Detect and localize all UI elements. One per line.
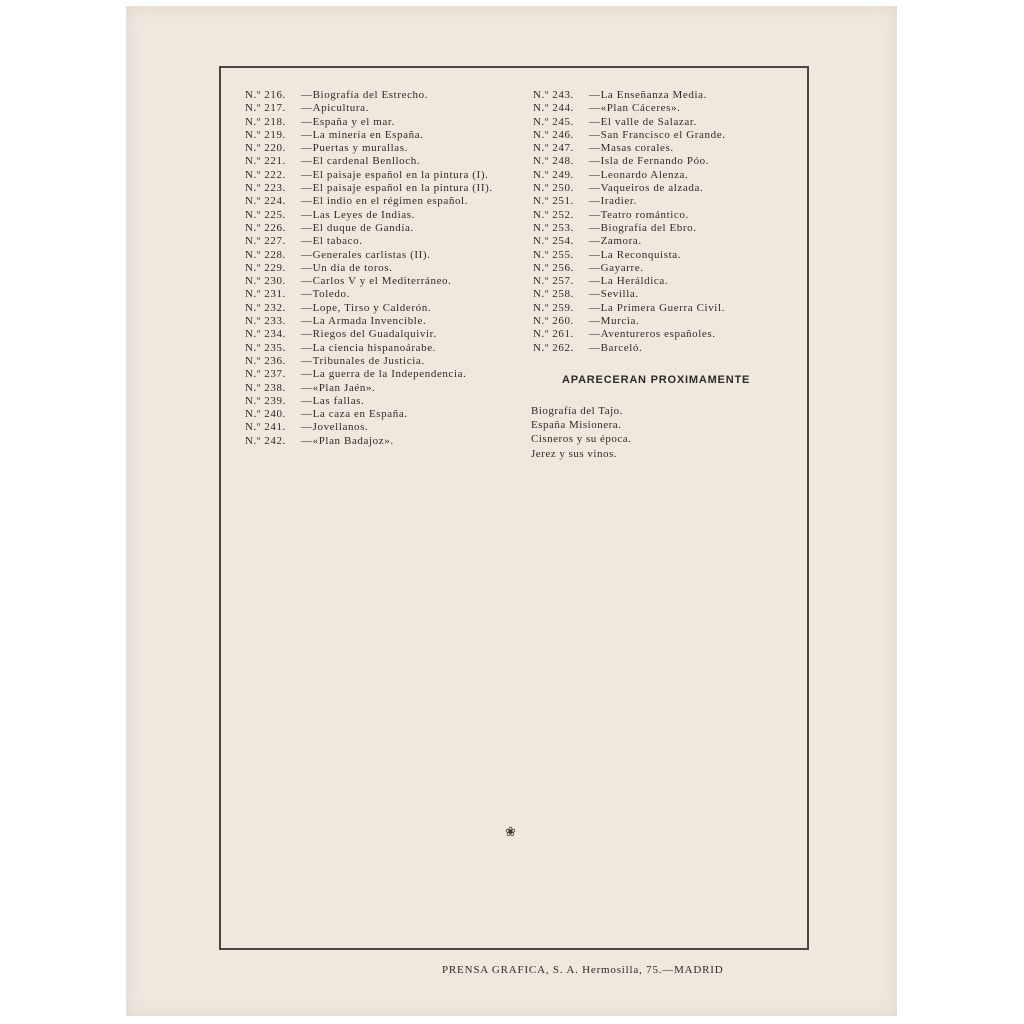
item-number: N.º 229.: [245, 261, 286, 274]
item-number: N.º 233.: [245, 315, 286, 328]
item-number: N.º 221.: [245, 155, 286, 168]
list-item: [533, 142, 793, 155]
upcoming-heading: APARECERAN PROXIMAMENTE: [562, 374, 751, 386]
item-number: N.º 216.: [245, 89, 286, 101]
list-item: [533, 169, 793, 182]
item-title: —Apicultura.: [301, 102, 369, 115]
item-number: N.º 230.: [245, 275, 286, 288]
list-item: [245, 315, 515, 328]
item-number: N.º 245.: [533, 115, 574, 128]
list-item: [245, 421, 515, 434]
item-title: —El paisaje español en la pintura (II).: [301, 182, 493, 195]
list-item: [245, 209, 515, 222]
item-number: N.º 257.: [533, 275, 574, 288]
list-item: [245, 435, 515, 448]
printer-imprint: PRENSA GRAFICA, S. A. Hermosilla, 75.—MADRID: [442, 964, 724, 976]
list-item: [245, 302, 515, 315]
item-title: —«Plan Cáceres».: [589, 102, 681, 115]
item-number: N.º 249.: [533, 168, 574, 181]
item-number: N.º 237.: [245, 368, 286, 381]
item-title: —La Heráldica.: [589, 275, 669, 288]
item-title: —Murcia.: [589, 315, 640, 328]
list-item: [533, 116, 793, 129]
item-title: —Las fallas.: [301, 394, 365, 407]
list-item: [245, 222, 515, 235]
item-number: N.º 232.: [245, 301, 286, 314]
list-item: [245, 275, 515, 288]
upcoming-item: Biografía del Tajo.: [531, 405, 623, 417]
list-item: [245, 155, 515, 168]
item-title: —El tabaco.: [301, 235, 363, 248]
item-number: N.º 220.: [245, 142, 286, 155]
list-item: [245, 116, 515, 129]
item-title: —La guerra de la Independencia.: [301, 368, 467, 381]
item-number: N.º 235.: [245, 341, 286, 354]
list-item: [245, 249, 515, 262]
list-item: [533, 222, 793, 235]
list-item: [533, 249, 793, 262]
item-title: —Un día de toros.: [301, 261, 393, 274]
list-item: [245, 129, 515, 142]
item-title: —Zamora.: [589, 235, 642, 248]
item-number: N.º 242.: [245, 434, 286, 447]
list-item: [533, 129, 793, 142]
item-number: N.º 262.: [533, 341, 574, 354]
item-number: N.º 224.: [245, 195, 286, 208]
list-item: [245, 355, 515, 368]
item-number: N.º 222.: [245, 168, 286, 181]
item-title: —Biografía del Ebro.: [589, 221, 697, 234]
list-item: [245, 195, 515, 208]
item-number: N.º 223.: [245, 182, 286, 195]
list-item: [533, 102, 793, 115]
item-title: —La Armada Invencible.: [301, 315, 427, 328]
list-item: [533, 195, 793, 208]
item-number: N.º 251.: [533, 195, 574, 208]
list-item: [533, 342, 793, 355]
item-number: N.º 240.: [245, 408, 286, 421]
item-number: N.º 228.: [245, 248, 286, 261]
item-number: N.º 225.: [245, 208, 286, 221]
item-title: —Barceló.: [589, 341, 643, 354]
item-number: N.º 248.: [533, 155, 574, 168]
item-number: N.º 218.: [245, 115, 286, 128]
item-title: —La Reconquista.: [589, 248, 682, 261]
item-title: —Biografía del Estrecho.: [301, 89, 429, 101]
item-title: —Riegos del Guadalquivir.: [301, 328, 437, 341]
item-number: N.º 253.: [533, 221, 574, 234]
list-item: [245, 408, 515, 421]
item-title: —Lope, Tirso y Calderón.: [301, 301, 432, 314]
list-item: [533, 288, 793, 301]
list-item: [533, 262, 793, 275]
item-title: —Vaqueiros de alzada.: [589, 182, 704, 195]
list-item: [533, 89, 793, 102]
item-title: —El paisaje español en la pintura (I).: [301, 168, 489, 181]
item-title: —Masas corales.: [589, 142, 674, 155]
upcoming-item: España Misionera.: [531, 419, 622, 432]
item-title: —«Plan Jaén».: [301, 381, 376, 394]
item-number: N.º 254.: [533, 235, 574, 248]
item-title: —La minería en España.: [301, 128, 424, 141]
list-item: [533, 209, 793, 222]
list-item: [245, 328, 515, 341]
list-item: [533, 155, 793, 168]
list-item: [245, 382, 515, 395]
item-title: —Las Leyes de Indias.: [301, 208, 416, 221]
item-number: N.º 227.: [245, 235, 286, 248]
item-title: —Tribunales de Justicia.: [301, 354, 425, 367]
item-title: —La ciencia hispanoárabe.: [301, 341, 437, 354]
list-item: [245, 89, 515, 102]
item-number: N.º 239.: [245, 394, 286, 407]
list-item: [533, 328, 793, 341]
item-number: N.º 217.: [245, 102, 286, 115]
printer-ornament-icon: ❀: [505, 824, 516, 839]
item-number: N.º 238.: [245, 381, 286, 394]
item-title: —El duque de Gandía.: [301, 221, 414, 234]
series-list-right: [533, 89, 793, 355]
item-title: —La Primera Guerra Civil.: [589, 301, 725, 314]
list-item: [245, 395, 515, 408]
list-item: [533, 315, 793, 328]
item-title: —«Plan Badajoz».: [301, 434, 394, 447]
list-item: [245, 235, 515, 248]
item-title: —Iradier.: [589, 195, 637, 208]
item-title: —La Enseñanza Media.: [589, 89, 707, 101]
item-number: N.º 231.: [245, 288, 286, 301]
list-item: [245, 342, 515, 355]
list-item: [245, 182, 515, 195]
item-number: N.º 234.: [245, 328, 286, 341]
upcoming-list: [531, 404, 631, 461]
list-item: [245, 169, 515, 182]
item-title: —España y el mar.: [301, 115, 395, 128]
item-number: N.º 226.: [245, 221, 286, 234]
item-number: N.º 241.: [245, 421, 286, 434]
list-item: [533, 235, 793, 248]
item-title: —Teatro romántico.: [589, 208, 689, 221]
item-number: N.º 236.: [245, 354, 286, 367]
item-title: —Gayarre.: [589, 261, 644, 274]
series-list-left: [245, 89, 515, 448]
list-item: [533, 302, 793, 315]
upcoming-item: Jerez y sus vinos.: [531, 447, 617, 460]
item-title: —Carlos V y el Mediterráneo.: [301, 275, 452, 288]
item-number: N.º 260.: [533, 315, 574, 328]
item-number: N.º 246.: [533, 128, 574, 141]
item-number: N.º 250.: [533, 182, 574, 195]
upcoming-item: Cisneros y su época.: [531, 433, 632, 446]
list-item: [245, 142, 515, 155]
list-item: [533, 275, 793, 288]
item-title: —Generales carlistas (II).: [301, 248, 431, 261]
item-number: N.º 258.: [533, 288, 574, 301]
item-title: —Puertas y murallas.: [301, 142, 409, 155]
list-item: [245, 102, 515, 115]
item-title: —El indio en el régimen español.: [301, 195, 469, 208]
item-title: —San Francisco el Grande.: [589, 128, 726, 141]
item-title: —Toledo.: [301, 288, 350, 301]
item-title: —Sevilla.: [589, 288, 639, 301]
item-number: N.º 244.: [533, 102, 574, 115]
list-item: [245, 262, 515, 275]
item-title: —Jovellanos.: [301, 421, 369, 434]
item-number: N.º 261.: [533, 328, 574, 341]
item-number: N.º 259.: [533, 301, 574, 314]
item-title: —Aventureros españoles.: [589, 328, 716, 341]
item-title: —Leonardo Alenza.: [589, 168, 689, 181]
item-number: N.º 255.: [533, 248, 574, 261]
item-number: N.º 252.: [533, 208, 574, 221]
list-item: [245, 288, 515, 301]
item-number: N.º 247.: [533, 142, 574, 155]
item-title: —La caza en España.: [301, 408, 408, 421]
item-title: —El cardenal Benlloch.: [301, 155, 421, 168]
item-number: N.º 219.: [245, 128, 286, 141]
item-title: —Isla de Fernando Póo.: [589, 155, 710, 168]
item-number: N.º 243.: [533, 89, 574, 101]
list-item: [245, 368, 515, 381]
item-number: N.º 256.: [533, 261, 574, 274]
list-item: [533, 182, 793, 195]
item-title: —El valle de Salazar.: [589, 115, 697, 128]
